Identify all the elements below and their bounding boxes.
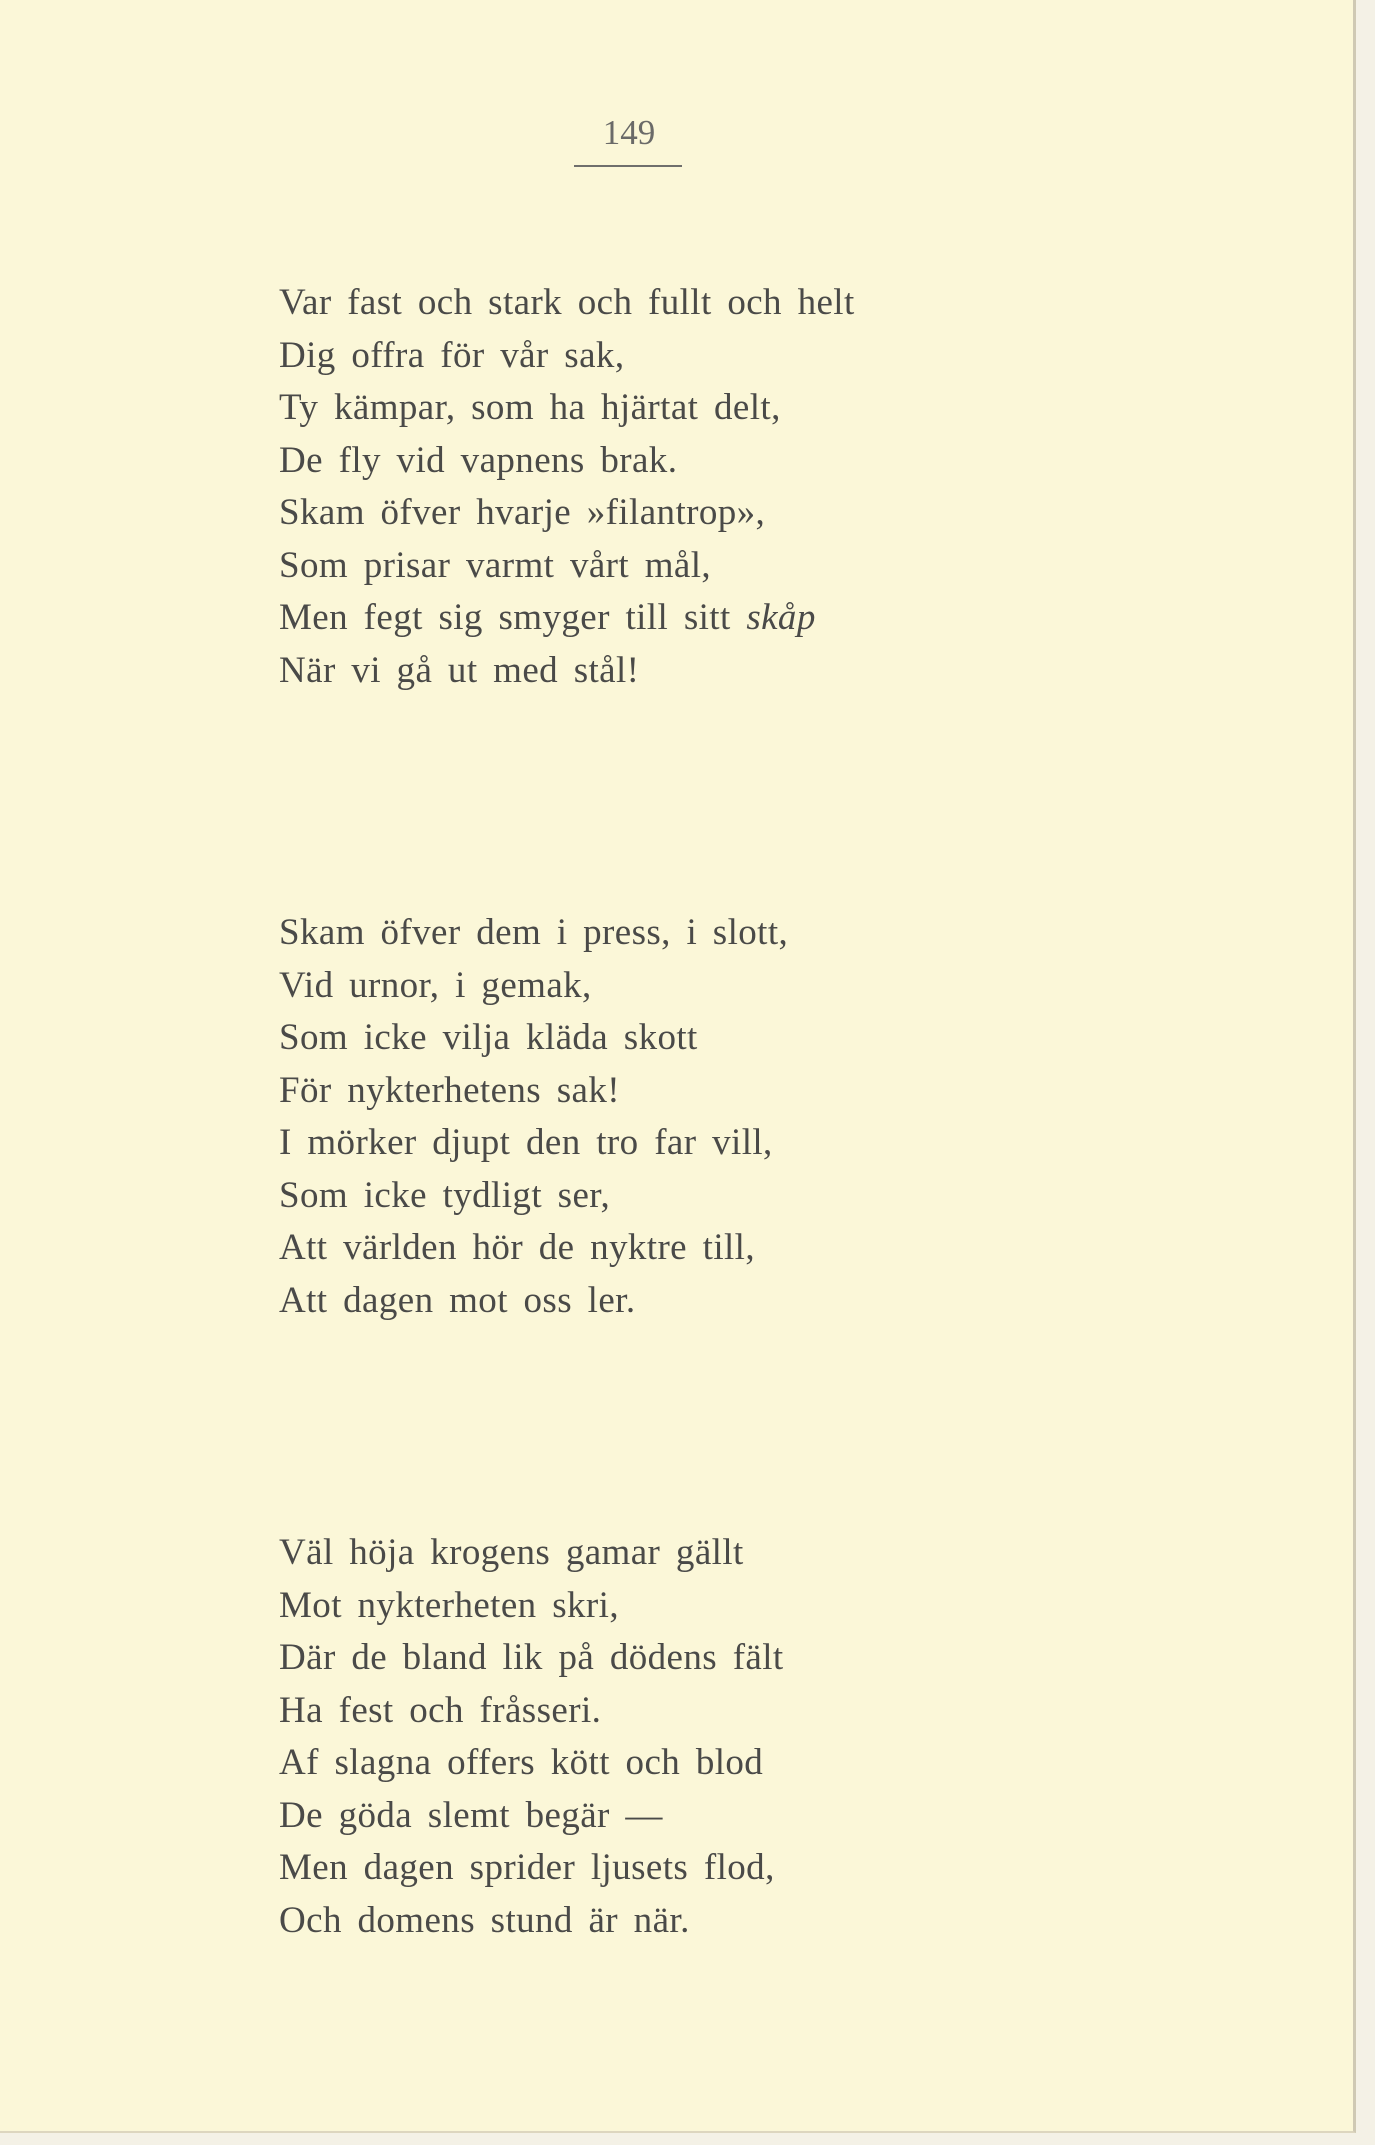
- verse-line: Dig offra för vår sak,: [279, 334, 625, 376]
- verse-line: Skam öfver dem i press, i slott,: [279, 912, 789, 953]
- verse-line: Där de bland lik på dödens fält: [279, 1637, 784, 1678]
- verse-line: I mörker djupt den tro far vill,: [279, 1122, 773, 1163]
- verse-line: Ty kämpar, som ha hjärtat delt,: [279, 387, 781, 428]
- verse-line: Ha fest och fråsseri.: [279, 1689, 602, 1731]
- stanza-3: [279, 1527, 999, 1947]
- verse-line: Vid urnor, i gemak,: [279, 964, 592, 1006]
- page-number: 149: [602, 113, 656, 152]
- verse-line: Att världen hör de nyktre till,: [279, 1227, 756, 1268]
- verse-line: Var fast och stark och fullt och helt: [279, 282, 855, 323]
- verse-line: [279, 592, 999, 645]
- verse-line: De göda slemt begär —: [279, 1794, 663, 1836]
- page-number-rule: [574, 165, 682, 167]
- stanza-1: [279, 277, 999, 697]
- verse-line: Som prisar varmt vårt mål,: [279, 544, 712, 586]
- verse-line: För nykterhetens sak!: [279, 1069, 620, 1111]
- verse-line: När vi gå ut med stål!: [279, 649, 640, 691]
- verse-line: Skam öfver hvarje »filantrop»,: [279, 492, 766, 533]
- verse-line-text: Men fegt sig smyger till sitt: [279, 597, 731, 638]
- verse-line: Som icke vilja kläda skott: [279, 1017, 698, 1058]
- stanza-2: [279, 907, 999, 1327]
- verse-line: Af slagna offers kött och blod: [279, 1742, 764, 1783]
- verse-line: Som icke tydligt ser,: [279, 1174, 611, 1216]
- verse-line: Och domens stund är när.: [279, 1899, 690, 1941]
- verse-line: Mot nykterheten skri,: [279, 1584, 619, 1626]
- italic-word: skåp: [746, 597, 816, 638]
- verse-line: Att dagen mot oss ler.: [279, 1279, 636, 1321]
- verse-line: De fly vid vapnens brak.: [279, 439, 678, 481]
- verse-line: Men dagen sprider ljusets flod,: [279, 1847, 775, 1888]
- verse-line: Väl höja krogens gamar gällt: [279, 1532, 744, 1573]
